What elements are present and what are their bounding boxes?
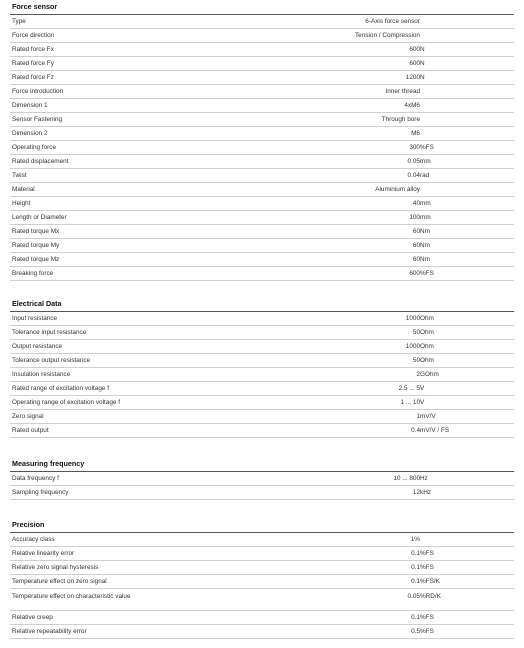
spec-row	[10, 611, 514, 625]
spec-label: Insulation resistance	[12, 371, 71, 378]
spec-value: 0.1	[411, 564, 420, 571]
spec-value: 1	[416, 413, 420, 420]
spec-unit: Ohm	[420, 329, 434, 336]
spec-unit: Nm	[420, 242, 430, 249]
spec-label: Rated force Fy	[12, 60, 54, 67]
spec-unit: N	[420, 46, 425, 53]
spec-row	[10, 410, 514, 424]
spec-row	[10, 472, 514, 486]
spec-value: Through bore	[381, 116, 420, 123]
spec-row	[10, 155, 514, 169]
spec-value: 300	[409, 144, 420, 151]
spec-label: Breaking force	[12, 270, 54, 277]
spec-label: Height	[12, 200, 31, 207]
spec-value: 1%	[410, 536, 420, 543]
spec-value: Inner thread	[385, 88, 420, 95]
spec-unit: Nm	[420, 228, 430, 235]
spec-value: 0.05	[407, 593, 420, 600]
spec-value: 60	[412, 242, 420, 249]
spec-rows	[10, 533, 514, 639]
spec-unit: rad	[420, 172, 430, 179]
spec-label: Relative linearity error	[12, 550, 75, 557]
spec-unit: %RD/K	[420, 593, 441, 600]
spec-label: Temperature effect on zero signal	[12, 578, 107, 585]
spec-label: Data frequency f	[12, 475, 59, 482]
spec-unit: kHz	[420, 489, 432, 496]
spec-unit: %FS	[420, 614, 434, 621]
spec-value: 60	[412, 228, 420, 235]
spec-row	[10, 312, 514, 326]
spec-row	[10, 43, 514, 57]
spec-value: 0.5	[411, 628, 420, 635]
spec-value: 6-Axis force sensor	[365, 18, 420, 25]
spec-value: 50	[412, 329, 420, 336]
spec-value: 60	[412, 256, 420, 263]
spec-value: 1 ... 10	[400, 399, 420, 406]
spec-row	[10, 561, 514, 575]
spec-unit: mV/V / FS	[420, 427, 450, 434]
spec-unit: Nm	[420, 256, 430, 263]
spec-unit: V	[420, 399, 425, 406]
spec-value: 4xM6	[404, 102, 420, 109]
spec-unit: %FS	[420, 144, 434, 151]
spec-row	[10, 340, 514, 354]
spec-value: M6	[411, 130, 420, 137]
spec-value: 2	[416, 371, 420, 378]
spec-label: Twist	[12, 172, 27, 179]
spec-row	[10, 113, 514, 127]
spec-label: Tolerance output resistance	[12, 357, 91, 364]
spec-rows	[10, 312, 514, 438]
spec-label: Force introduction	[12, 88, 64, 95]
spec-row	[10, 326, 514, 340]
spec-value: 1200	[405, 74, 420, 81]
spec-row	[10, 141, 514, 155]
spec-label: Relative creep	[12, 614, 53, 621]
spec-value: 0.4	[411, 427, 420, 434]
section-force-sensor	[10, 0, 514, 281]
spec-value: 2.5 ... 5	[398, 385, 420, 392]
section-electrical-data	[10, 297, 514, 438]
spec-unit: mm	[420, 158, 431, 165]
spec-unit: mm	[420, 200, 431, 207]
section-title: Electrical Data	[10, 297, 514, 312]
section-title: Force sensor	[10, 0, 514, 15]
spec-value: 0.04	[407, 172, 420, 179]
spec-label: Type	[12, 18, 26, 25]
spec-value: 0.05	[407, 158, 420, 165]
spec-unit: Ohm	[420, 357, 434, 364]
spec-unit: %FS	[420, 550, 434, 557]
spec-label: Output resistance	[12, 343, 63, 350]
spec-row	[10, 239, 514, 253]
spec-label: Zero signal	[12, 413, 44, 420]
spec-value: 10 ... 800	[393, 475, 420, 482]
spec-value: 600	[409, 270, 420, 277]
spec-row	[10, 253, 514, 267]
spec-row	[10, 99, 514, 113]
spec-row	[10, 71, 514, 85]
spec-label: Relative repeatability error	[12, 628, 87, 635]
spec-unit: %FS/K	[420, 578, 440, 585]
spec-unit: %FS	[420, 628, 434, 635]
spec-label: Rated force Fx	[12, 46, 54, 53]
spec-value: 0.1	[411, 614, 420, 621]
spec-unit: %FS	[420, 564, 434, 571]
spec-unit: V	[420, 385, 425, 392]
spec-row	[10, 589, 514, 611]
spec-unit: Hz	[420, 475, 428, 482]
section-title: Precision	[10, 518, 514, 533]
spec-row	[10, 225, 514, 239]
spec-label: Operating force	[12, 144, 57, 151]
spec-row	[10, 127, 514, 141]
spec-label: Rated torque Mx	[12, 228, 60, 235]
spec-row	[10, 85, 514, 99]
spec-row	[10, 424, 514, 438]
spec-unit: Ohm	[420, 315, 434, 322]
section-title: Measuring frequency	[10, 457, 514, 472]
spec-unit: mV/V	[420, 413, 436, 420]
spec-row	[10, 169, 514, 183]
section-measuring-frequency	[10, 457, 514, 500]
spec-label: Dimension 2	[12, 130, 48, 137]
spec-row	[10, 15, 514, 29]
spec-row	[10, 486, 514, 500]
spec-rows	[10, 472, 514, 500]
spec-row	[10, 382, 514, 396]
spec-label: Temperature effect on characteristic value	[12, 593, 131, 600]
spec-label: Rated torque My	[12, 242, 60, 249]
spec-label: Rated torque Mz	[12, 256, 60, 263]
spec-row	[10, 368, 514, 382]
spec-unit: N	[420, 60, 425, 67]
spec-row	[10, 625, 514, 639]
spec-row	[10, 267, 514, 281]
spec-label: Rated displacement	[12, 158, 69, 165]
spec-label: Operating range of excitation voltage f	[12, 399, 120, 406]
spec-rows	[10, 15, 514, 281]
spec-label: Length or Diameter	[12, 214, 67, 221]
spec-value: 50	[412, 357, 420, 364]
spec-label: Force direction	[12, 32, 55, 39]
spec-row	[10, 197, 514, 211]
spec-unit: mm	[420, 214, 431, 221]
spec-row	[10, 354, 514, 368]
spec-row	[10, 396, 514, 410]
spec-row	[10, 533, 514, 547]
spec-label: Material	[12, 186, 35, 193]
spec-row	[10, 211, 514, 225]
spec-value: Tension / Compression	[354, 32, 420, 39]
spec-row	[10, 575, 514, 589]
spec-value: 100	[409, 214, 420, 221]
spec-unit: Ohm	[420, 343, 434, 350]
spec-unit: %FS	[420, 270, 434, 277]
spec-value: 600	[409, 60, 420, 67]
spec-label: Relative zero signal hysteresis	[12, 564, 99, 571]
spec-value: Aluminium alloy	[375, 186, 420, 193]
spec-label: Sampling frequency	[12, 489, 69, 496]
spec-row	[10, 29, 514, 43]
spec-label: Rated range of excitation voltage f	[12, 385, 109, 392]
spec-row	[10, 57, 514, 71]
spec-value: 600	[409, 46, 420, 53]
spec-label: Sensor Fastening	[12, 116, 63, 123]
spec-value: 0.1	[411, 550, 420, 557]
spec-value: 1000	[405, 343, 420, 350]
spec-value: 12	[412, 489, 420, 496]
spec-row	[10, 547, 514, 561]
spec-label: Accuracy class	[12, 536, 55, 543]
spec-unit: N	[420, 74, 425, 81]
section-precision	[10, 518, 514, 639]
spec-label: Input resistance	[12, 315, 58, 322]
spec-value: 0.1	[411, 578, 420, 585]
spec-label: Rated force Fz	[12, 74, 54, 81]
spec-label: Dimension 1	[12, 102, 48, 109]
spec-row	[10, 183, 514, 197]
spec-label: Tolerance input resistance	[12, 329, 87, 336]
spec-unit: GOhm	[420, 371, 439, 378]
spec-value: 1000	[405, 315, 420, 322]
spec-label: Rated output	[12, 427, 49, 434]
spec-value: 40	[412, 200, 420, 207]
